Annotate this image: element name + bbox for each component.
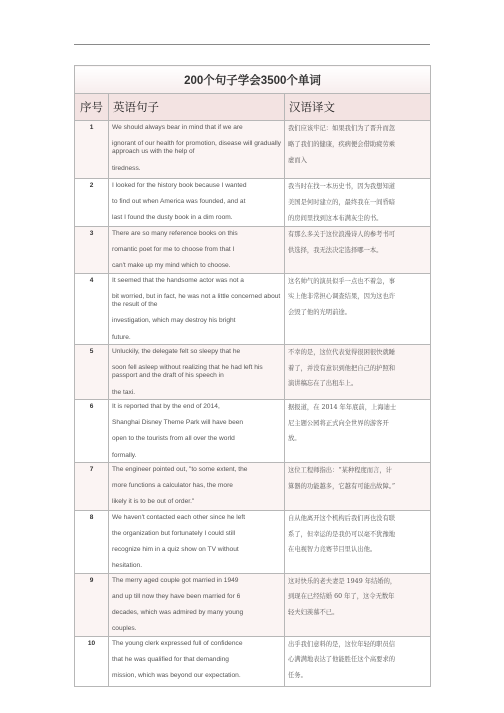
english-line: The engineer pointed out, "to some extent, the <box>112 465 248 473</box>
english-line: I looked for the history book because I wanted <box>112 182 247 189</box>
row-number: 2 <box>75 179 109 227</box>
chinese-line: 有那么多关于这位浪漫诗人的参考书可 <box>288 231 396 238</box>
english-line: Shanghai Disney Theme Park will have been <box>112 419 244 427</box>
chinese-line: 放。 <box>288 435 301 443</box>
english-line: more functions a calculator has, the more <box>112 481 233 489</box>
english-line: can't make up my mind which to choose. <box>112 262 231 270</box>
english-line: hesitation. <box>112 562 143 570</box>
chinese-line: 我当时在找一本历史书，因为我想知道 <box>288 183 396 190</box>
chinese-line: 这对快乐的老夫妻是 1949 年结婚的， <box>288 577 397 585</box>
english-sentence <box>109 121 285 179</box>
english-sentence <box>109 462 285 510</box>
english-sentence <box>109 399 285 462</box>
english-sentence <box>109 636 285 686</box>
english-line: couples. <box>112 625 137 633</box>
english-line: There are so many reference books on this <box>112 230 238 237</box>
chinese-line: 不幸的是，这位代表觉得很困很快就睡 <box>288 348 396 356</box>
english-line: last I found the dusty book in a dim room. <box>112 214 233 222</box>
english-line: the organization but fortunately I could still <box>112 529 236 537</box>
chinese-line: 轻夫妇羡慕不已。 <box>288 609 339 617</box>
english-line: The merry aged couple got married in 1949 <box>112 576 239 584</box>
english-line: We should always bear in mind that if we are <box>112 124 243 131</box>
table-row <box>75 273 431 344</box>
chinese-line: 据报道，在 2014 年年底前，上海迪士 <box>288 403 397 411</box>
english-line: It seemed that the handsome actor was not a <box>112 276 244 284</box>
chinese-line: 自从他离开这个机构后我们再也没有联 <box>288 514 396 522</box>
chinese-line: 会毁了他的光明前途。 <box>288 309 351 317</box>
chinese-line: 虚而入 <box>288 156 307 164</box>
table-row <box>75 636 431 686</box>
chinese-line: 算器的功能越多，它越有可能出故障。” <box>288 482 396 490</box>
chinese-translation <box>285 399 431 462</box>
chinese-line: 的房间里找到这本布满灰尘的书。 <box>288 214 383 222</box>
english-line: We haven't contacted each other since he left <box>112 513 246 521</box>
row-number: 9 <box>75 573 109 636</box>
english-line: likely it is to be out of order." <box>112 498 195 506</box>
chinese-line: 心满满地表达了他能胜任这个高要求的 <box>288 656 396 664</box>
english-sentence <box>109 227 285 274</box>
english-line: open to the tourists from all over the world <box>112 435 235 443</box>
chinese-line: 出乎我们意料的是，这位年轻的职员信 <box>288 640 396 648</box>
chinese-translation <box>285 227 431 274</box>
chinese-line: 美国是何时建立的，最终我在一间昏暗 <box>288 198 396 206</box>
english-line: recognize him in a quiz show on TV without <box>112 546 239 554</box>
chinese-line: 着了，并没有意识到他把自己的护照和 <box>288 364 396 372</box>
header-chinese: 汉语译文 <box>285 94 431 121</box>
english-line: to find out when America was founded, and at <box>112 198 246 206</box>
chinese-translation <box>285 636 431 686</box>
table-row <box>75 227 431 274</box>
chinese-translation <box>285 462 431 510</box>
english-sentence <box>109 344 285 399</box>
row-number: 4 <box>75 273 109 344</box>
english-line: tiredness. <box>112 164 141 172</box>
english-line: future. <box>112 333 131 341</box>
table-row <box>75 510 431 573</box>
top-rule <box>74 44 430 45</box>
row-number: 5 <box>75 344 109 399</box>
header-english: 英语句子 <box>109 94 285 121</box>
english-sentence <box>109 273 285 344</box>
table-row <box>75 344 431 399</box>
row-number: 7 <box>75 462 109 510</box>
chinese-translation <box>285 510 431 573</box>
english-sentence <box>109 573 285 636</box>
english-line: The young clerk expressed full of confidence <box>112 639 243 647</box>
chinese-line: 实上他非常担心调查结果，因为这也许 <box>288 293 396 301</box>
table-row <box>75 462 431 510</box>
chinese-translation <box>285 179 431 227</box>
chinese-line: 到现在已经结婚 60 年了，这令无数年 <box>288 593 395 601</box>
english-line: It is reported that by the end of 2014, <box>112 402 220 410</box>
chinese-line: 略了我们的健康，疾病便会借助疲劳乘 <box>288 140 396 148</box>
english-sentence <box>109 179 285 227</box>
sentence-table <box>74 65 431 687</box>
english-line: bit worried, but in fact, he was not a little concerned about the result of the <box>112 292 281 309</box>
english-line: ignorant of our health for promotion, disease will gradually approach us with the help of <box>112 140 281 156</box>
header-row <box>75 94 431 121</box>
english-line: and up till now they have been married for 6 <box>112 592 241 600</box>
row-number: 8 <box>75 510 109 573</box>
english-line: that he was qualified for that demanding <box>112 655 229 663</box>
english-line: soon fell asleep without realizing that he had left his passport and the draft of his speech in <box>112 364 263 380</box>
english-line: Unluckily, the delegate felt so sleepy that he <box>112 347 241 355</box>
english-line: mission, which was beyond our expectation. <box>112 672 241 680</box>
english-line: decades, which was admired by many young <box>112 609 244 617</box>
english-line: the taxi. <box>112 388 136 396</box>
chinese-line: 系了，但幸运的是我仍可以毫不犹豫地 <box>288 530 396 538</box>
header-number: 序号 <box>75 94 109 121</box>
chinese-line: 演讲稿忘在了出租车上。 <box>288 380 358 388</box>
chinese-translation <box>285 344 431 399</box>
chinese-translation <box>285 121 431 179</box>
english-line: formally. <box>112 451 137 459</box>
english-line: romantic poet for me to choose from that I <box>112 246 235 254</box>
chinese-line: 任务。 <box>288 672 307 680</box>
chinese-translation <box>285 273 431 344</box>
english-sentence <box>109 510 285 573</box>
row-number: 6 <box>75 399 109 462</box>
table-row <box>75 573 431 636</box>
table-row <box>75 179 431 227</box>
row-number: 10 <box>75 636 109 686</box>
chinese-line: 在电视智力竞赛节目里认出他。 <box>288 546 377 554</box>
chinese-translation <box>285 573 431 636</box>
chinese-line: 这位工程师指出：“某种程度而言，计 <box>288 466 392 474</box>
table-row <box>75 121 431 179</box>
row-number: 1 <box>75 121 109 179</box>
chinese-line: 这名帅气的演员似乎一点也不着急，事 <box>288 277 396 285</box>
chinese-line: 供选择，我无法决定选择哪一本。 <box>288 246 383 254</box>
table-row <box>75 399 431 462</box>
chinese-line: 尼主题公园将正式向全世界的游客开 <box>288 419 389 427</box>
table-title: 200个句子学会3500个单词 <box>75 66 431 94</box>
chinese-line: 我们应该牢记：如果我们为了晋升而忽 <box>288 125 396 132</box>
english-line: investigation, which may destroy his bright <box>112 317 236 325</box>
row-number: 3 <box>75 227 109 274</box>
